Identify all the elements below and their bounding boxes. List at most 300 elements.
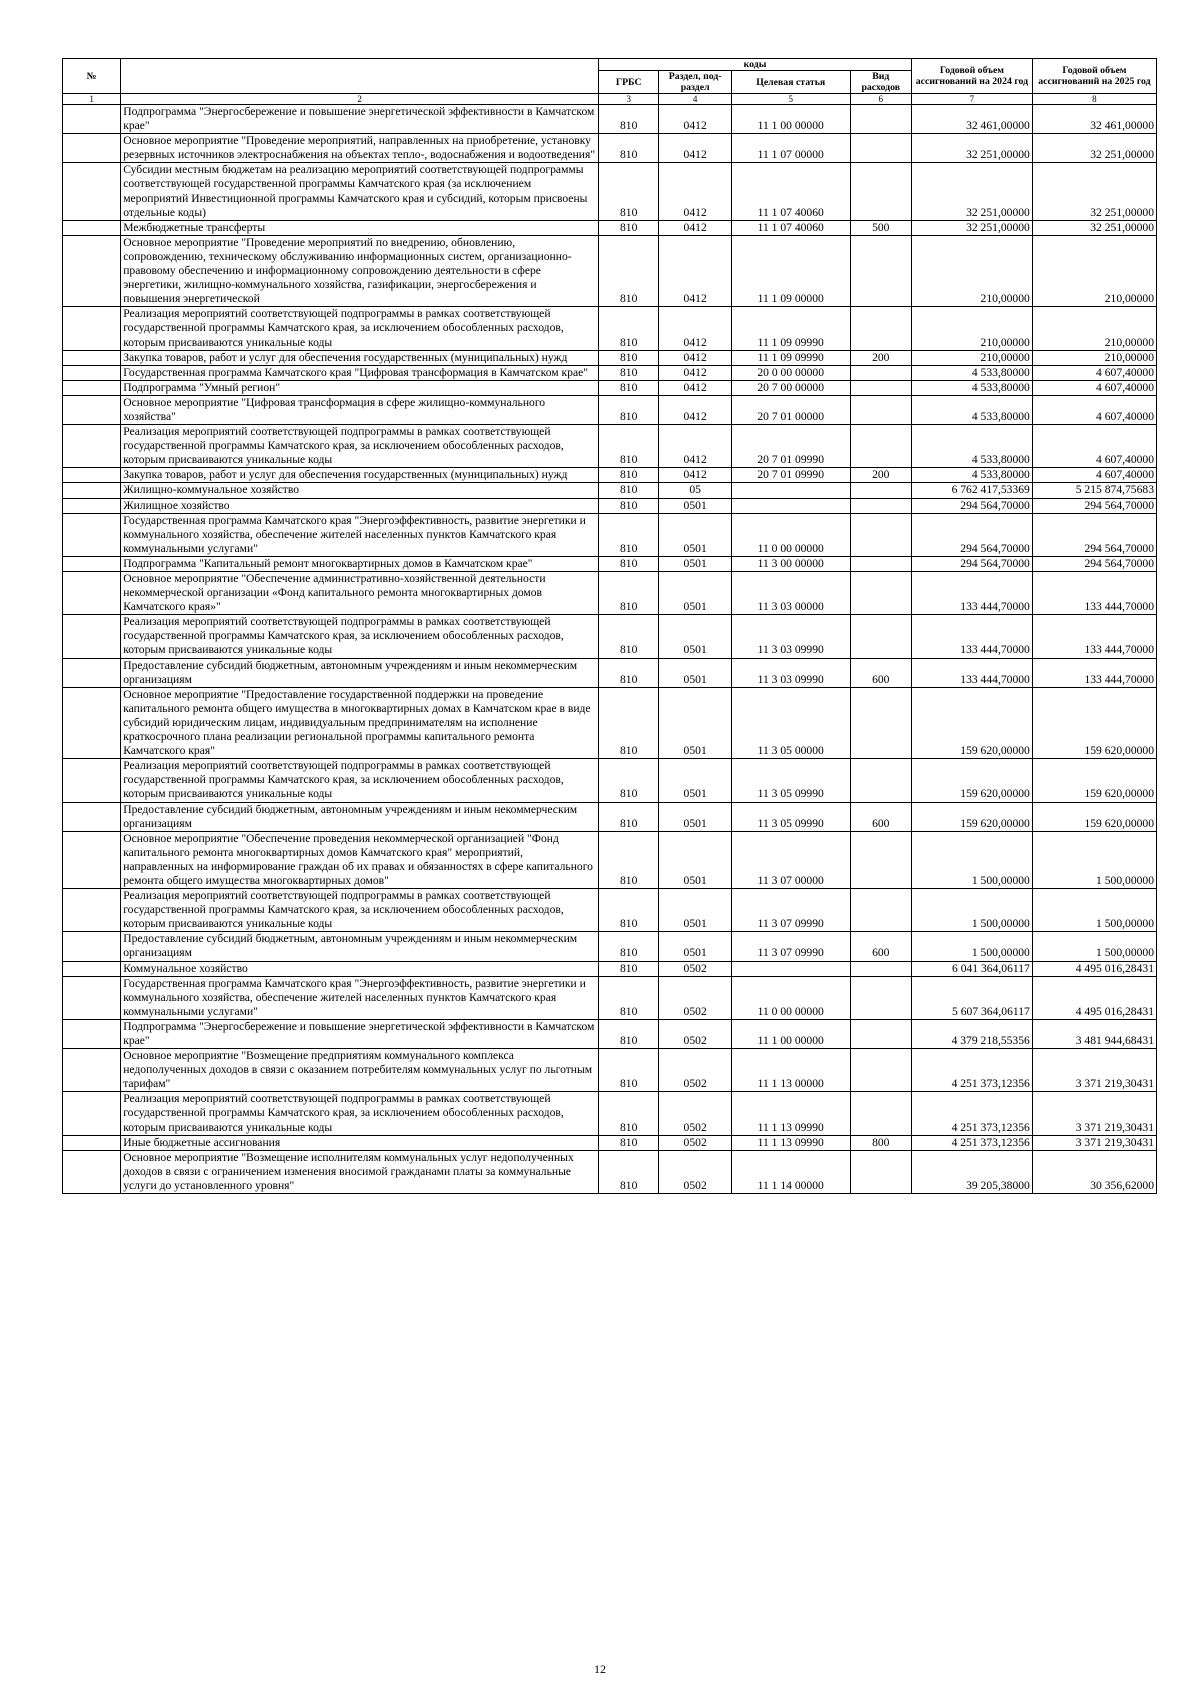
- row-type-cell: [850, 889, 912, 932]
- row-type-cell: 500: [850, 220, 912, 235]
- row-section-cell: 0501: [659, 513, 731, 556]
- row-section-cell: 0412: [659, 365, 731, 380]
- row-name-cell: Межбюджетные трансферты: [121, 220, 599, 235]
- row-type-cell: [850, 134, 912, 163]
- row-target-cell: 11 1 07 40060: [731, 163, 850, 220]
- table-row: [63, 395, 1157, 424]
- row-2025-cell: 294 564,70000: [1032, 513, 1156, 556]
- row-number-cell: [63, 105, 121, 134]
- row-2025-cell: 159 620,00000: [1032, 687, 1156, 758]
- row-name-cell: Предоставление субсидий бюджетным, автономным учреждениям и иным некоммерческим организациям: [121, 658, 599, 687]
- row-number-cell: [63, 235, 121, 306]
- row-number-cell: [63, 1019, 121, 1048]
- row-number-cell: [63, 889, 121, 932]
- row-name-cell: Основное мероприятие "Возмещение исполнителям коммунальных услуг недополученных доходов в связи с ограничением изменения вносимой гражданами платы за коммунальные услуги до установленного уровня": [121, 1150, 599, 1193]
- row-2025-cell: 159 620,00000: [1032, 802, 1156, 831]
- row-2025-cell: 294 564,70000: [1032, 498, 1156, 513]
- row-target-cell: 11 3 03 00000: [731, 572, 850, 615]
- row-name-cell: Закупка товаров, работ и услуг для обеспечения государственных (муниципальных) нужд: [121, 468, 599, 483]
- row-2025-cell: 4 607,40000: [1032, 468, 1156, 483]
- table-row: [63, 380, 1157, 395]
- row-2024-cell: 294 564,70000: [912, 498, 1033, 513]
- row-type-cell: [850, 1092, 912, 1135]
- row-2024-cell: 39 205,38000: [912, 1150, 1033, 1193]
- row-2024-cell: 32 251,00000: [912, 134, 1033, 163]
- row-2024-cell: 1 500,00000: [912, 831, 1033, 888]
- row-name-cell: Реализация мероприятий соответствующей подпрограммы в рамках соответствующей государственной программы Камчатского края, за исключением обособленных расходов, которым присваиваются уникальные коды: [121, 425, 599, 468]
- row-grbs-cell: 810: [599, 235, 659, 306]
- row-type-cell: 600: [850, 932, 912, 961]
- row-target-cell: 11 3 07 09990: [731, 932, 850, 961]
- row-section-cell: 0501: [659, 556, 731, 571]
- row-2024-cell: 4 533,80000: [912, 365, 1033, 380]
- row-number-cell: [63, 759, 121, 802]
- row-target-cell: 11 1 00 00000: [731, 105, 850, 134]
- row-section-cell: 0412: [659, 395, 731, 424]
- row-section-cell: 0502: [659, 1092, 731, 1135]
- row-section-cell: 0501: [659, 802, 731, 831]
- row-section-cell: 0501: [659, 759, 731, 802]
- row-type-cell: [850, 687, 912, 758]
- col-index: 7: [912, 94, 1033, 105]
- row-grbs-cell: 810: [599, 831, 659, 888]
- row-number-cell: [63, 483, 121, 498]
- row-grbs-cell: 810: [599, 932, 659, 961]
- budget-table: [62, 58, 1157, 1194]
- col-name-header: [121, 59, 599, 94]
- table-row: [63, 235, 1157, 306]
- row-number-cell: [63, 802, 121, 831]
- col-index: 3: [599, 94, 659, 105]
- row-2025-cell: 159 620,00000: [1032, 759, 1156, 802]
- row-2025-cell: 32 251,00000: [1032, 163, 1156, 220]
- row-grbs-cell: 810: [599, 1019, 659, 1048]
- row-2024-cell: 4 533,80000: [912, 395, 1033, 424]
- row-type-cell: [850, 556, 912, 571]
- row-number-cell: [63, 307, 121, 350]
- row-number-cell: [63, 961, 121, 976]
- row-2024-cell: 4 533,80000: [912, 468, 1033, 483]
- row-2024-cell: 159 620,00000: [912, 802, 1033, 831]
- col-target-header: Целевая статья: [731, 71, 850, 94]
- row-2025-cell: 5 215 874,75683: [1032, 483, 1156, 498]
- row-section-cell: 0502: [659, 1019, 731, 1048]
- row-2025-cell: 210,00000: [1032, 235, 1156, 306]
- row-2025-cell: 3 371 219,30431: [1032, 1135, 1156, 1150]
- row-2025-cell: 294 564,70000: [1032, 556, 1156, 571]
- row-number-cell: [63, 1150, 121, 1193]
- row-target-cell: 11 1 13 00000: [731, 1049, 850, 1092]
- table-row: [63, 425, 1157, 468]
- table-row: [63, 513, 1157, 556]
- row-2024-cell: 4 379 218,55356: [912, 1019, 1033, 1048]
- row-target-cell: 11 3 05 09990: [731, 759, 850, 802]
- row-name-cell: Иные бюджетные ассигнования: [121, 1135, 599, 1150]
- row-section-cell: 0502: [659, 961, 731, 976]
- row-type-cell: 800: [850, 1135, 912, 1150]
- row-grbs-cell: 810: [599, 468, 659, 483]
- row-2025-cell: 133 444,70000: [1032, 572, 1156, 615]
- row-target-cell: 11 0 00 00000: [731, 513, 850, 556]
- row-2024-cell: 210,00000: [912, 307, 1033, 350]
- row-target-cell: 11 1 13 09990: [731, 1092, 850, 1135]
- table-row: [63, 572, 1157, 615]
- table-row: [63, 1049, 1157, 1092]
- table-row: [63, 889, 1157, 932]
- col-index: 8: [1032, 94, 1156, 105]
- table-row: [63, 350, 1157, 365]
- row-2025-cell: 210,00000: [1032, 307, 1156, 350]
- col-index: 6: [850, 94, 912, 105]
- row-number-cell: [63, 658, 121, 687]
- col-2024-header: Годовой объем ассигнований на 2024 год: [912, 59, 1033, 94]
- row-name-cell: Основное мероприятие "Цифровая трансформация в сфере жилищно-коммунального хозяйства": [121, 395, 599, 424]
- table-row: [63, 365, 1157, 380]
- row-number-cell: [63, 1135, 121, 1150]
- row-type-cell: [850, 976, 912, 1019]
- row-2025-cell: 3 371 219,30431: [1032, 1049, 1156, 1092]
- row-name-cell: Государственная программа Камчатского края "Энергоэффективность, развитие энергетики и коммунального хозяйства, обеспечение жителей населенных пунктов Камчатского края коммунальными услугами": [121, 976, 599, 1019]
- row-type-cell: [850, 307, 912, 350]
- row-2024-cell: 32 461,00000: [912, 105, 1033, 134]
- row-target-cell: 11 1 14 00000: [731, 1150, 850, 1193]
- row-2025-cell: 1 500,00000: [1032, 932, 1156, 961]
- row-target-cell: 20 7 01 09990: [731, 468, 850, 483]
- row-2024-cell: 6 041 364,06117: [912, 961, 1033, 976]
- row-target-cell: 11 3 07 00000: [731, 831, 850, 888]
- row-type-cell: 600: [850, 658, 912, 687]
- row-name-cell: Закупка товаров, работ и услуг для обеспечения государственных (муниципальных) нужд: [121, 350, 599, 365]
- table-row: [63, 134, 1157, 163]
- row-2024-cell: 4 251 373,12356: [912, 1049, 1033, 1092]
- row-type-cell: [850, 513, 912, 556]
- row-number-cell: [63, 395, 121, 424]
- row-name-cell: Основное мероприятие "Обеспечение административно-хозяйственной деятельности некоммерческой организации «Фонд капитального ремонта многоквартирных домов Камчатского края»": [121, 572, 599, 615]
- row-number-cell: [63, 615, 121, 658]
- row-grbs-cell: 810: [599, 1092, 659, 1135]
- row-name-cell: Субсидии местным бюджетам на реализацию мероприятий соответствующей подпрограммы соответствующей государственной программы Камчатского края (за исключением мероприятий Инвестиционной программы Камчатского края и субсидий, которым присвоены отдельные коды): [121, 163, 599, 220]
- row-grbs-cell: 810: [599, 1049, 659, 1092]
- row-target-cell: 20 0 00 00000: [731, 365, 850, 380]
- row-target-cell: [731, 483, 850, 498]
- table-row: [63, 468, 1157, 483]
- row-2024-cell: 5 607 364,06117: [912, 976, 1033, 1019]
- table-row: [63, 1150, 1157, 1193]
- row-number-cell: [63, 513, 121, 556]
- col-section-header: Раздел, под-раздел: [659, 71, 731, 94]
- row-name-cell: Основное мероприятие "Предоставление государственной поддержки на проведение капитального ремонта общего имущества в многоквартирных домах в Камчатском крае в виде субсидий юридическим лицам, индивидуальным предпринимателям на исполнение краткосрочного плана реализации региональной программы капитального ремонта Камчатского края": [121, 687, 599, 758]
- table-row: [63, 220, 1157, 235]
- row-grbs-cell: 810: [599, 759, 659, 802]
- row-grbs-cell: 810: [599, 425, 659, 468]
- page-number: 12: [594, 1662, 606, 1676]
- table-row: [63, 658, 1157, 687]
- row-2024-cell: 1 500,00000: [912, 932, 1033, 961]
- row-section-cell: 0412: [659, 307, 731, 350]
- row-2025-cell: 4 607,40000: [1032, 425, 1156, 468]
- col-grbs-header: ГРБС: [599, 71, 659, 94]
- table-row: [63, 483, 1157, 498]
- row-name-cell: Реализация мероприятий соответствующей подпрограммы в рамках соответствующей государственной программы Камчатского края, за исключением обособленных расходов, которым присваиваются уникальные коды: [121, 307, 599, 350]
- row-grbs-cell: 810: [599, 365, 659, 380]
- row-grbs-cell: 810: [599, 307, 659, 350]
- row-section-cell: 0502: [659, 1135, 731, 1150]
- col-index: 1: [63, 94, 121, 105]
- row-type-cell: [850, 425, 912, 468]
- row-number-cell: [63, 380, 121, 395]
- row-name-cell: Основное мероприятие "Проведение мероприятий по внедрению, обновлению, сопровождению, техническому обслуживанию информационных систем, организационно-правовому обеспечению и информационному сопровождению деятельности в сфере энергетики, жилищно-коммунального хозяйства, газификации, энергосбережения и повышения энергетической: [121, 235, 599, 306]
- row-section-cell: 05: [659, 483, 731, 498]
- row-target-cell: 11 3 05 00000: [731, 687, 850, 758]
- row-number-cell: [63, 831, 121, 888]
- row-grbs-cell: 810: [599, 220, 659, 235]
- row-name-cell: Государственная программа Камчатского края "Энергоэффективность, развитие энергетики и коммунального хозяйства, обеспечение жителей населенных пунктов Камчатского края коммунальными услугами": [121, 513, 599, 556]
- row-section-cell: 0412: [659, 350, 731, 365]
- table-row: [63, 802, 1157, 831]
- row-name-cell: Предоставление субсидий бюджетным, автономным учреждениям и иным некоммерческим организациям: [121, 932, 599, 961]
- row-2025-cell: 4 495 016,28431: [1032, 961, 1156, 976]
- table-row: [63, 831, 1157, 888]
- row-type-cell: 200: [850, 350, 912, 365]
- row-section-cell: 0502: [659, 1150, 731, 1193]
- row-grbs-cell: 810: [599, 498, 659, 513]
- row-2025-cell: 133 444,70000: [1032, 615, 1156, 658]
- row-number-cell: [63, 163, 121, 220]
- col-number-header: №: [63, 59, 121, 94]
- row-2024-cell: 159 620,00000: [912, 759, 1033, 802]
- row-number-cell: [63, 498, 121, 513]
- row-grbs-cell: 810: [599, 105, 659, 134]
- row-type-cell: [850, 380, 912, 395]
- row-target-cell: 11 1 09 09990: [731, 307, 850, 350]
- table-row: [63, 556, 1157, 571]
- row-section-cell: 0412: [659, 235, 731, 306]
- row-target-cell: 11 3 07 09990: [731, 889, 850, 932]
- row-target-cell: 11 1 09 09990: [731, 350, 850, 365]
- col-index: 4: [659, 94, 731, 105]
- row-grbs-cell: 810: [599, 163, 659, 220]
- row-name-cell: Основное мероприятие "Проведение мероприятий, направленных на приобретение, установку резервных источников электроснабжения на объектах тепло-, водоснабжения и водоотведения": [121, 134, 599, 163]
- row-name-cell: Подпрограмма "Энергосбережение и повышение энергетической эффективности в Камчатском крае": [121, 105, 599, 134]
- row-2025-cell: 1 500,00000: [1032, 889, 1156, 932]
- row-section-cell: 0501: [659, 932, 731, 961]
- row-type-cell: [850, 572, 912, 615]
- row-grbs-cell: 810: [599, 615, 659, 658]
- row-name-cell: Жилищное хозяйство: [121, 498, 599, 513]
- row-2025-cell: 32 461,00000: [1032, 105, 1156, 134]
- table-row: [63, 1092, 1157, 1135]
- row-type-cell: [850, 831, 912, 888]
- row-grbs-cell: 810: [599, 961, 659, 976]
- row-2024-cell: 4 533,80000: [912, 380, 1033, 395]
- row-2025-cell: 4 607,40000: [1032, 365, 1156, 380]
- row-target-cell: 11 1 07 40060: [731, 220, 850, 235]
- row-2025-cell: 32 251,00000: [1032, 134, 1156, 163]
- row-2024-cell: 294 564,70000: [912, 513, 1033, 556]
- codes-header: коды: [599, 59, 912, 71]
- row-section-cell: 0412: [659, 380, 731, 395]
- row-number-cell: [63, 350, 121, 365]
- col-type-header: Вид расходов: [850, 71, 912, 94]
- row-number-cell: [63, 687, 121, 758]
- row-target-cell: 11 1 13 09990: [731, 1135, 850, 1150]
- row-section-cell: 0412: [659, 468, 731, 483]
- row-target-cell: 20 7 00 00000: [731, 380, 850, 395]
- row-2024-cell: 210,00000: [912, 350, 1033, 365]
- row-name-cell: Реализация мероприятий соответствующей подпрограммы в рамках соответствующей государственной программы Камчатского края, за исключением обособленных расходов, которым присваиваются уникальные коды: [121, 889, 599, 932]
- row-name-cell: Подпрограмма "Энергосбережение и повышение энергетической эффективности в Камчатском крае": [121, 1019, 599, 1048]
- row-target-cell: 11 3 03 09990: [731, 658, 850, 687]
- row-2024-cell: 133 444,70000: [912, 572, 1033, 615]
- row-section-cell: 0501: [659, 831, 731, 888]
- row-2024-cell: 133 444,70000: [912, 615, 1033, 658]
- row-section-cell: 0502: [659, 1049, 731, 1092]
- row-name-cell: Основное мероприятие "Обеспечение проведения некоммерческой организацией "Фонд капитального ремонта многоквартирных домов Камчатского края" мероприятий, направленных на информирование граждан об их правах и обязанностях в сфере капитального ремонта общего имущества многоквартирных домов": [121, 831, 599, 888]
- row-grbs-cell: 810: [599, 1150, 659, 1193]
- row-number-cell: [63, 932, 121, 961]
- row-2025-cell: 4 495 016,28431: [1032, 976, 1156, 1019]
- row-section-cell: 0501: [659, 498, 731, 513]
- row-name-cell: Жилищно-коммунальное хозяйство: [121, 483, 599, 498]
- row-number-cell: [63, 976, 121, 1019]
- table-row: [63, 307, 1157, 350]
- row-grbs-cell: 810: [599, 380, 659, 395]
- table-row: [63, 498, 1157, 513]
- table-row: [63, 687, 1157, 758]
- row-2025-cell: 30 356,62000: [1032, 1150, 1156, 1193]
- row-type-cell: [850, 961, 912, 976]
- table-row: [63, 961, 1157, 976]
- row-grbs-cell: 810: [599, 483, 659, 498]
- row-2025-cell: 1 500,00000: [1032, 831, 1156, 888]
- row-name-cell: Реализация мероприятий соответствующей подпрограммы в рамках соответствующей государственной программы Камчатского края, за исключением обособленных расходов, которым присваиваются уникальные коды: [121, 615, 599, 658]
- row-number-cell: [63, 556, 121, 571]
- row-name-cell: Предоставление субсидий бюджетным, автономным учреждениям и иным некоммерческим организациям: [121, 802, 599, 831]
- row-type-cell: [850, 615, 912, 658]
- row-grbs-cell: 810: [599, 572, 659, 615]
- row-type-cell: [850, 1049, 912, 1092]
- row-2024-cell: 4 251 373,12356: [912, 1092, 1033, 1135]
- row-name-cell: Коммунальное хозяйство: [121, 961, 599, 976]
- row-target-cell: [731, 498, 850, 513]
- row-target-cell: 20 7 01 00000: [731, 395, 850, 424]
- row-name-cell: Государственная программа Камчатского края "Цифровая трансформация в Камчатском крае": [121, 365, 599, 380]
- row-type-cell: [850, 235, 912, 306]
- row-section-cell: 0412: [659, 105, 731, 134]
- row-2025-cell: 133 444,70000: [1032, 658, 1156, 687]
- row-type-cell: [850, 759, 912, 802]
- row-type-cell: [850, 1150, 912, 1193]
- row-2025-cell: 3 481 944,68431: [1032, 1019, 1156, 1048]
- row-2024-cell: 6 762 417,53369: [912, 483, 1033, 498]
- row-number-cell: [63, 1092, 121, 1135]
- col-index: 5: [731, 94, 850, 105]
- row-number-cell: [63, 220, 121, 235]
- row-section-cell: 0501: [659, 687, 731, 758]
- row-grbs-cell: 810: [599, 889, 659, 932]
- row-type-cell: [850, 1019, 912, 1048]
- row-section-cell: 0502: [659, 976, 731, 1019]
- row-type-cell: 600: [850, 802, 912, 831]
- row-number-cell: [63, 468, 121, 483]
- row-target-cell: [731, 961, 850, 976]
- row-grbs-cell: 810: [599, 556, 659, 571]
- table-row: [63, 759, 1157, 802]
- column-index-row: [63, 94, 1157, 105]
- row-grbs-cell: 810: [599, 802, 659, 831]
- row-type-cell: 200: [850, 468, 912, 483]
- row-grbs-cell: 810: [599, 395, 659, 424]
- row-target-cell: 11 3 05 09990: [731, 802, 850, 831]
- row-number-cell: [63, 572, 121, 615]
- table-header: [63, 59, 1157, 105]
- row-number-cell: [63, 365, 121, 380]
- row-grbs-cell: 810: [599, 658, 659, 687]
- row-target-cell: 11 3 00 00000: [731, 556, 850, 571]
- row-target-cell: 20 7 01 09990: [731, 425, 850, 468]
- row-type-cell: [850, 105, 912, 134]
- row-name-cell: Подпрограмма "Капитальный ремонт многоквартирных домов в Камчатском крае": [121, 556, 599, 571]
- row-section-cell: 0412: [659, 220, 731, 235]
- table-row: [63, 932, 1157, 961]
- row-name-cell: Реализация мероприятий соответствующей подпрограммы в рамках соответствующей государственной программы Камчатского края, за исключением обособленных расходов, которым присваиваются уникальные коды: [121, 1092, 599, 1135]
- row-2025-cell: 4 607,40000: [1032, 380, 1156, 395]
- row-type-cell: [850, 498, 912, 513]
- row-target-cell: 11 1 07 00000: [731, 134, 850, 163]
- row-section-cell: 0412: [659, 425, 731, 468]
- row-type-cell: [850, 483, 912, 498]
- col-2025-header: Годовой объем ассигнований на 2025 год: [1032, 59, 1156, 94]
- row-grbs-cell: 810: [599, 976, 659, 1019]
- row-2025-cell: 3 371 219,30431: [1032, 1092, 1156, 1135]
- row-section-cell: 0412: [659, 134, 731, 163]
- col-index: 2: [121, 94, 599, 105]
- row-name-cell: Реализация мероприятий соответствующей подпрограммы в рамках соответствующей государственной программы Камчатского края, за исключением обособленных расходов, которым присваиваются уникальные коды: [121, 759, 599, 802]
- row-2024-cell: 210,00000: [912, 235, 1033, 306]
- row-2025-cell: 210,00000: [1032, 350, 1156, 365]
- row-type-cell: [850, 163, 912, 220]
- row-number-cell: [63, 1049, 121, 1092]
- table-row: [63, 163, 1157, 220]
- row-2024-cell: 159 620,00000: [912, 687, 1033, 758]
- row-2024-cell: 133 444,70000: [912, 658, 1033, 687]
- table-row: [63, 976, 1157, 1019]
- row-target-cell: 11 1 09 00000: [731, 235, 850, 306]
- row-grbs-cell: 810: [599, 134, 659, 163]
- row-2024-cell: 32 251,00000: [912, 220, 1033, 235]
- row-number-cell: [63, 425, 121, 468]
- row-2025-cell: 4 607,40000: [1032, 395, 1156, 424]
- table-row: [63, 1135, 1157, 1150]
- row-section-cell: 0501: [659, 889, 731, 932]
- row-2024-cell: 4 533,80000: [912, 425, 1033, 468]
- table-row: [63, 1019, 1157, 1048]
- row-section-cell: 0501: [659, 615, 731, 658]
- row-2024-cell: 4 251 373,12356: [912, 1135, 1033, 1150]
- row-target-cell: 11 0 00 00000: [731, 976, 850, 1019]
- row-section-cell: 0501: [659, 658, 731, 687]
- row-section-cell: 0501: [659, 572, 731, 615]
- row-type-cell: [850, 365, 912, 380]
- row-target-cell: 11 3 03 09990: [731, 615, 850, 658]
- table-row: [63, 615, 1157, 658]
- row-target-cell: 11 1 00 00000: [731, 1019, 850, 1048]
- row-name-cell: Основное мероприятие "Возмещение предприятиям коммунального комплекса недополученных доходов в связи с оказанием потребителям коммунальных услуг по льготным тарифам": [121, 1049, 599, 1092]
- row-2024-cell: 32 251,00000: [912, 163, 1033, 220]
- table-row: [63, 105, 1157, 134]
- row-grbs-cell: 810: [599, 513, 659, 556]
- row-grbs-cell: 810: [599, 350, 659, 365]
